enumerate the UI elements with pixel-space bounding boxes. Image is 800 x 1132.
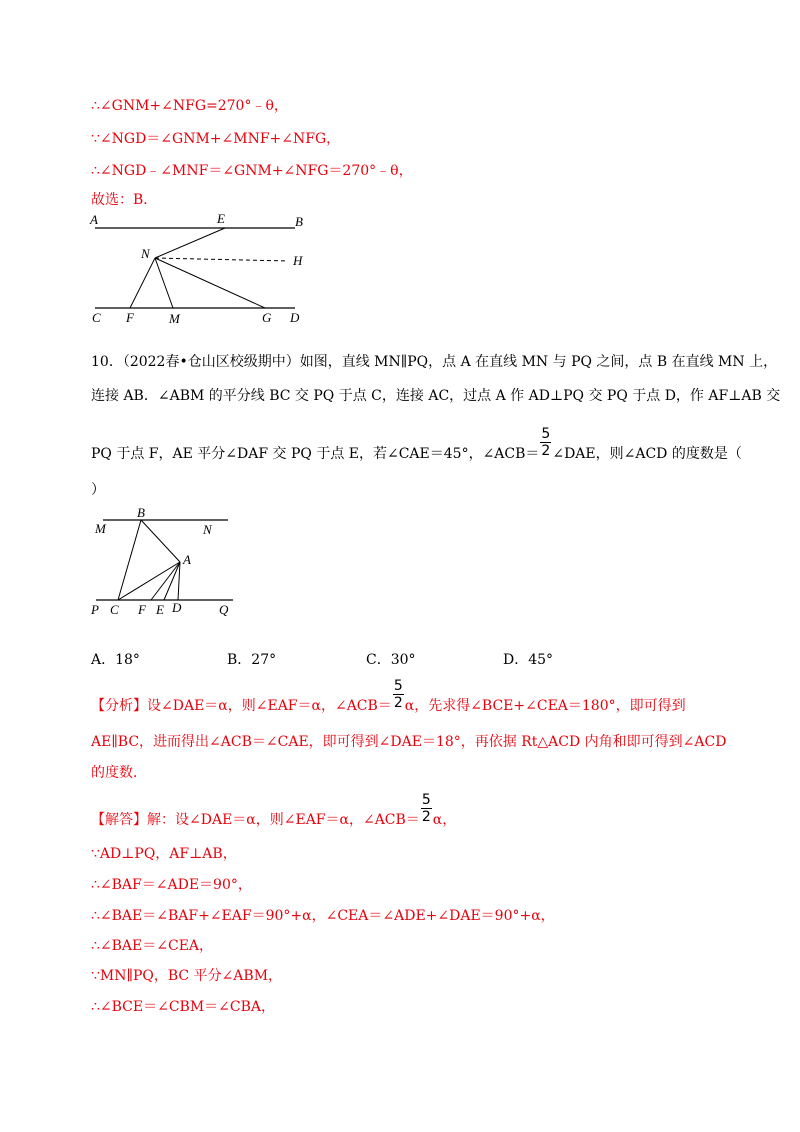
fraction-numerator: 5 [421, 791, 431, 808]
answer-line-2: ∵AD⊥PQ，AF⊥AB， [91, 846, 237, 862]
fig1-label-H: H [293, 253, 303, 268]
answer-fraction [421, 792, 432, 825]
answer-line-4: ∴∠BAE＝∠BAF+∠EAF＝90°+α，∠CEA＝∠ADE+∠DAE＝90°+α， [91, 908, 555, 924]
question-number: 10． [91, 354, 123, 370]
prev-solution-line-3: ∴∠NGD﹣∠MNF＝∠GNM+∠NFG＝270°﹣θ， [91, 163, 413, 179]
fig2-label-B: B [137, 505, 145, 520]
fig1-label-G: G [262, 310, 272, 325]
option-c[interactable]: C．30° [366, 652, 416, 668]
fraction-denominator: 2 [393, 694, 403, 711]
figure-1 [85, 208, 315, 328]
answer-text-1b: α， [432, 812, 457, 828]
fig2-label-C: C [110, 602, 119, 617]
prev-solution-line-2: ∵∠NGD＝∠GNM+∠MNF+∠NFG， [91, 131, 341, 147]
fig2-label-M: M [95, 521, 106, 536]
fig1-label-N: N [141, 246, 150, 261]
figure-2 [88, 504, 243, 622]
question-text-1: 如图，直线 MN∥PQ，点 A 在直线 MN 与 PQ 之间，点 B 在直线 MN 上， [299, 354, 778, 370]
fig2-label-Q: Q [219, 602, 229, 617]
option-a[interactable]: A．18° [91, 652, 140, 668]
fig1-label-B: B [295, 214, 303, 229]
fraction-denominator: 2 [421, 808, 431, 825]
analysis-fraction [393, 678, 404, 711]
question-text-3b: ∠DAE，则∠ACD 的度数是（ [552, 446, 742, 462]
fraction-numerator: 5 [541, 425, 551, 442]
answer-line-7: ∴∠BCE＝∠CBM＝∠CBA， [91, 999, 276, 1015]
answer-text-1a: 【解答】解：设∠DAE＝α，则∠EAF＝α，∠ACB＝ [91, 812, 420, 828]
fig1-label-E: E [217, 211, 225, 226]
question-line-2: 连接 AB．∠ABM 的平分线 BC 交 PQ 于点 C，连接 AC，过点 A 作 AD⊥PQ 交 PQ 于点 D，作 AF⊥AB 交 [91, 388, 781, 404]
option-b[interactable]: B．27° [227, 652, 277, 668]
fig1-label-D: D [290, 310, 300, 325]
answer-line-5: ∴∠BAE＝∠CEA， [91, 938, 214, 954]
analysis-text-1b: α，先求得∠BCE+∠CEA＝180°，即可得到 [404, 698, 686, 714]
fig1-label-A: A [90, 212, 98, 227]
fig2-label-N: N [203, 522, 212, 537]
analysis-text-1a: 【分析】设∠DAE＝α，则∠EAF＝α，∠ACB＝ [91, 698, 392, 714]
question-source: （2022春•仓山区校级期中） [122, 354, 300, 370]
answer-line-1 [91, 791, 457, 830]
fig1-label-C: C [92, 310, 101, 325]
fig2-label-D: D [172, 600, 182, 615]
answer-line-3: ∴∠BAF＝∠ADE＝90°， [91, 877, 252, 893]
question-line-4: ） [91, 482, 105, 498]
analysis-line-3: 的度数． [91, 765, 147, 781]
fig2-label-E: E [156, 602, 164, 617]
fig2-label-P: P [91, 602, 99, 617]
question-text-3a: PQ 于点 F，AE 平分∠DAF 交 PQ 于点 E，若∠CAE＝45°，∠ACB＝ [91, 446, 540, 462]
prev-solution-answer: 故选：B． [91, 192, 158, 208]
analysis-line-2: AE∥BC，进而得出∠ACB＝∠CAE，即可得到∠DAE＝18°，再依据 Rt△ACD 内角和即可得到∠ACD [91, 734, 727, 750]
fraction-denominator: 2 [541, 442, 551, 459]
fig1-label-F: F [126, 310, 134, 325]
fraction-numerator: 5 [393, 677, 403, 694]
answer-line-6: ∵MN∥PQ，BC 平分∠ABM， [91, 968, 283, 984]
fraction-five-halves [540, 426, 551, 459]
prev-solution-line-1: ∴∠GNM+∠NFG=270°﹣θ， [91, 98, 288, 114]
fig2-label-A: A [183, 552, 191, 567]
option-d[interactable]: D．45° [503, 652, 554, 668]
fig1-label-M: M [169, 311, 180, 326]
analysis-line-1 [91, 677, 686, 716]
question-line-1 [91, 352, 777, 372]
fig2-label-F: F [138, 602, 146, 617]
question-line-3 [91, 425, 742, 464]
